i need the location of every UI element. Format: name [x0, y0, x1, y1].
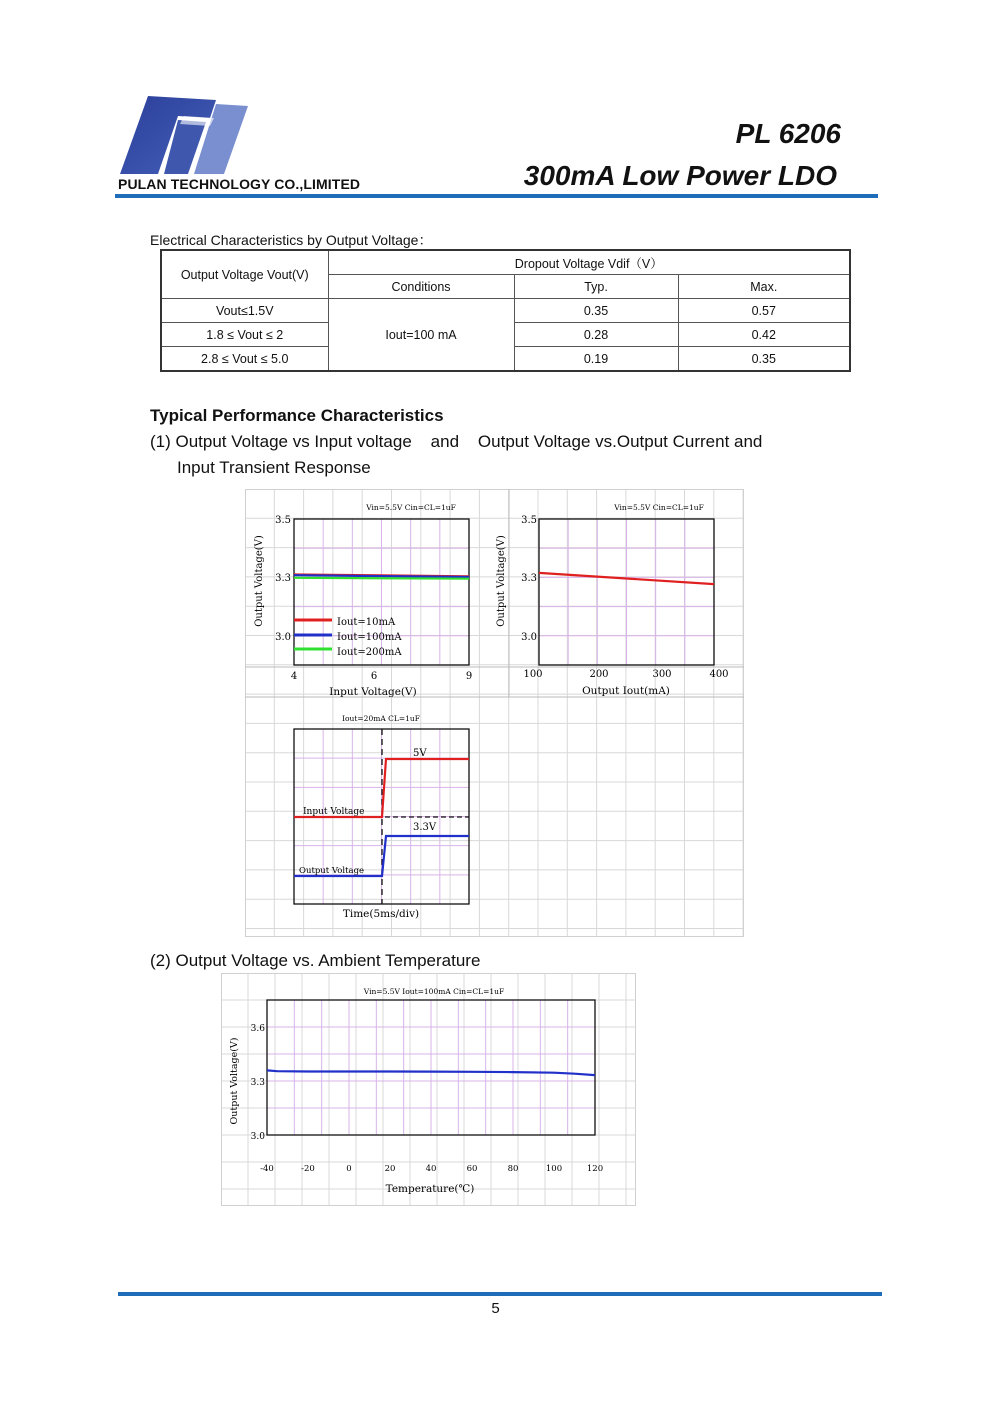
x-axis-label: Time(5ms/div): [342, 908, 420, 920]
x-tick-label: 0: [346, 1164, 352, 1174]
header-rule: [115, 194, 878, 198]
x-tick-label: 200: [589, 669, 609, 680]
header-max: Max.: [678, 275, 850, 299]
chart-input-transient: [294, 714, 469, 920]
y-tick-label: 3.5: [521, 515, 537, 526]
typ-value: 0.28: [514, 323, 678, 347]
header-typ: Typ.: [514, 275, 678, 299]
product-subtitle: 300mA Low Power LDO: [523, 160, 837, 191]
header-conditions: Conditions: [328, 275, 514, 299]
y-tick-label: 3.6: [250, 1024, 265, 1034]
chart-panel-temperature: [221, 973, 636, 1206]
y-axis-label: Output Voltage(V): [496, 535, 507, 627]
x-tick-label: 60: [466, 1164, 478, 1174]
chart-title: Iout=20mA CL=1uF: [342, 714, 420, 723]
pulan-logo-icon: [118, 96, 248, 174]
header-vout: Output Voltage Vout(V): [161, 250, 328, 299]
dropout-voltage-table: [160, 249, 851, 372]
page-number: 5: [491, 1300, 500, 1317]
typ-value: 0.35: [514, 299, 678, 323]
annotation-5v: 5V: [413, 748, 427, 759]
chart-title: Vin=5.5V Iout=100mA Cin=CL=1uF: [363, 987, 505, 996]
max-value: 0.42: [678, 323, 850, 347]
subsection-2-title: (2) Output Voltage vs. Ambient Temperature: [150, 951, 481, 970]
x-tick-label: 4: [290, 671, 298, 682]
y-tick-label: 3.3: [275, 573, 291, 584]
x-tick-label: 80: [507, 1164, 519, 1174]
max-value: 0.35: [678, 347, 850, 372]
chart-vout-vs-vin: [254, 503, 472, 698]
y-tick-label: 3.0: [275, 632, 291, 643]
x-tick-label: 300: [652, 669, 672, 680]
x-tick-label: -40: [260, 1164, 274, 1174]
chart-title: Vin=5.5V Cin=CL=1uF: [614, 503, 704, 512]
annotation-input-voltage: Input Voltage: [303, 807, 365, 817]
legend-entry: Iout=100mA: [337, 632, 402, 643]
footer-rule: [118, 1292, 882, 1296]
vout-range: 1.8 ≤ Vout ≤ 2: [161, 323, 328, 347]
y-axis-label: Output Voltage(V): [229, 1037, 240, 1125]
legend: [294, 617, 402, 658]
x-axis-label: Output Iout(mA): [582, 685, 670, 697]
subsection-1-title-cont: Input Transient Response: [177, 458, 371, 477]
company-name: PULAN TECHNOLOGY CO.,LIMITED: [118, 176, 361, 192]
x-tick-label: 100: [523, 669, 543, 680]
chart-vout-vs-iout: [496, 503, 729, 697]
y-tick-label: 3.0: [521, 632, 537, 643]
electrical-characteristics-title: Electrical Characteristics by Output Voltage：: [150, 232, 433, 248]
x-tick-label: 20: [384, 1164, 396, 1174]
y-tick-label: 3.0: [250, 1132, 265, 1142]
chart-vout-vs-temperature: [229, 987, 603, 1195]
y-tick-label: 3.3: [521, 573, 537, 584]
vout-range: Vout≤1.5V: [161, 299, 328, 323]
x-tick-label: 40: [425, 1164, 437, 1174]
x-axis-label: Input Voltage(V): [329, 686, 417, 698]
x-tick-label: 9: [465, 671, 473, 682]
x-tick-label: 100: [545, 1164, 563, 1174]
section-title: Typical Performance Characteristics: [150, 406, 444, 425]
x-tick-label: 120: [586, 1164, 604, 1174]
header-dropout: Dropout Voltage Vdif（V）: [328, 250, 850, 275]
max-value: 0.57: [678, 299, 850, 323]
part-number: PL 6206: [735, 118, 841, 149]
legend-entry: Iout=10mA: [337, 617, 396, 628]
chart-panel: [245, 489, 744, 937]
y-tick-label: 3.3: [250, 1078, 265, 1088]
chart-title: Vin=5.5V Cin=CL=1uF: [366, 503, 456, 512]
x-axis-label: Temperature(℃): [385, 1183, 475, 1195]
table-row: [161, 299, 850, 323]
x-tick-label: 6: [370, 671, 378, 682]
legend-entry: Iout=200mA: [337, 647, 402, 658]
series-line: [294, 578, 469, 579]
x-tick-label: -20: [301, 1164, 315, 1174]
vout-range: 2.8 ≤ Vout ≤ 5.0: [161, 347, 328, 372]
annotation-output-voltage: Output Voltage: [299, 866, 365, 876]
x-tick-label: 400: [709, 669, 729, 680]
y-axis-label: Output Voltage(V): [254, 535, 265, 627]
typ-value: 0.19: [514, 347, 678, 372]
y-tick-label: 3.5: [275, 515, 291, 526]
annotation-3-3v: 3.3V: [413, 822, 437, 833]
subsection-1-title: (1) Output Voltage vs Input voltage and Output Voltage vs.Output Current and: [150, 432, 763, 451]
conditions-cell: Iout=100 mA: [328, 299, 514, 372]
